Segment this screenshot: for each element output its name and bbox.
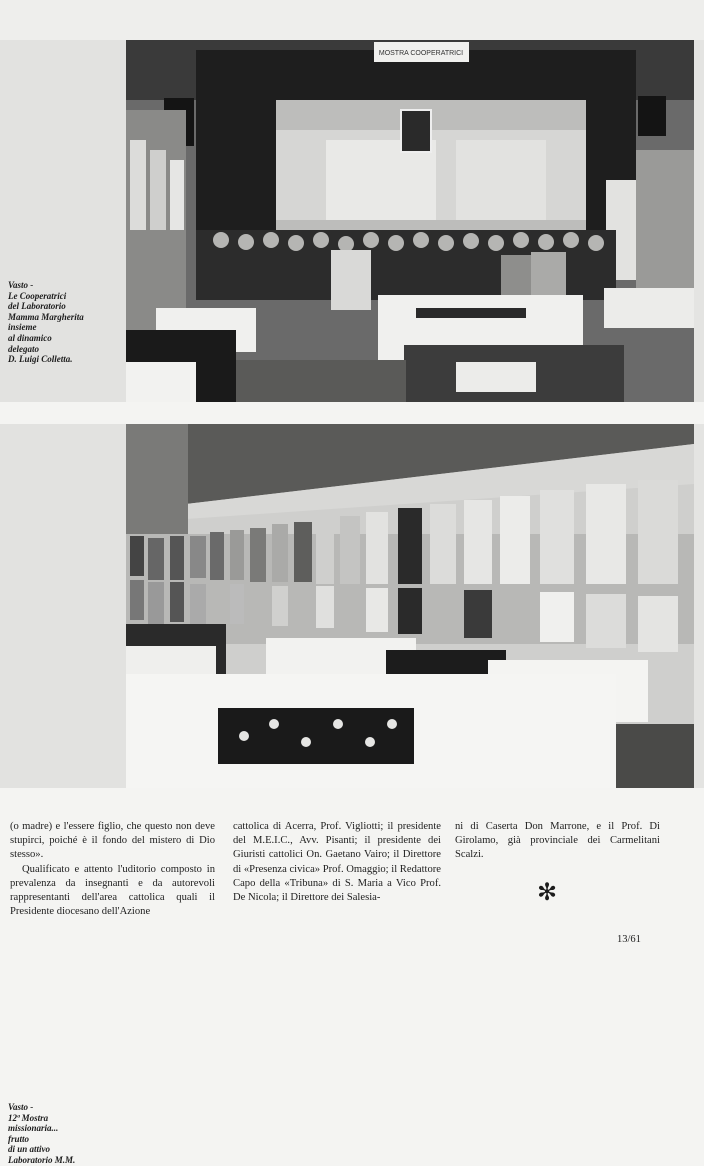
article-column-3 — [455, 820, 660, 863]
paragraph: cattolica di Acerra, Prof. Vigliotti; il presidente del M.E.I.C., Avv. Pisanti; il presidente dei Giuristi cattolici On. Gaetano Vairo; il Direttore di «Presenza civica» Prof. Omaggio; il Redattore Capo della «Tribuna» di S. Maria a Vico Prof. De Nicola; il Direttore dei Salesia- — [233, 821, 441, 904]
caption-bottom: Vasto - 12ª Mostra missionaria... frutto di un attivo Laboratorio M.M. — [8, 1102, 76, 1165]
page-top-band — [0, 0, 704, 40]
caption-top: Vasto - Le Cooperatrici del Laboratorio Mamma Margherita insieme al dinamico delegato D. Luigi Colletta. — [8, 280, 84, 365]
paragraph: ni di Caserta Don Marrone, e il Prof. Di Girolamo, già provinciale dei Carmelitani Scalzi. — [455, 821, 660, 861]
caption-strip — [0, 424, 126, 788]
paragraph: Qualificato e attento l'uditorio composto in prevalenza da insegnanti e da autorevoli rappresentanti dell'area cattolica quali il Presidente diocesano dell'Azione — [10, 863, 215, 918]
section-end-asterisk: ✻ — [537, 880, 558, 906]
article-column-2 — [233, 820, 441, 905]
photo-panel-top — [0, 40, 704, 402]
page-number: 13/61 — [617, 934, 641, 945]
banner-text: MOSTRA COOPERATRICI — [378, 50, 464, 57]
photo-cooperatrici — [126, 40, 694, 402]
photo-mostra — [126, 424, 694, 788]
article-column-1 — [10, 820, 215, 919]
paragraph: (o madre) e l'essere figlio, che questo non deve stupirci, poiché è il fondo del mistero di Dio stesso». — [10, 821, 215, 861]
